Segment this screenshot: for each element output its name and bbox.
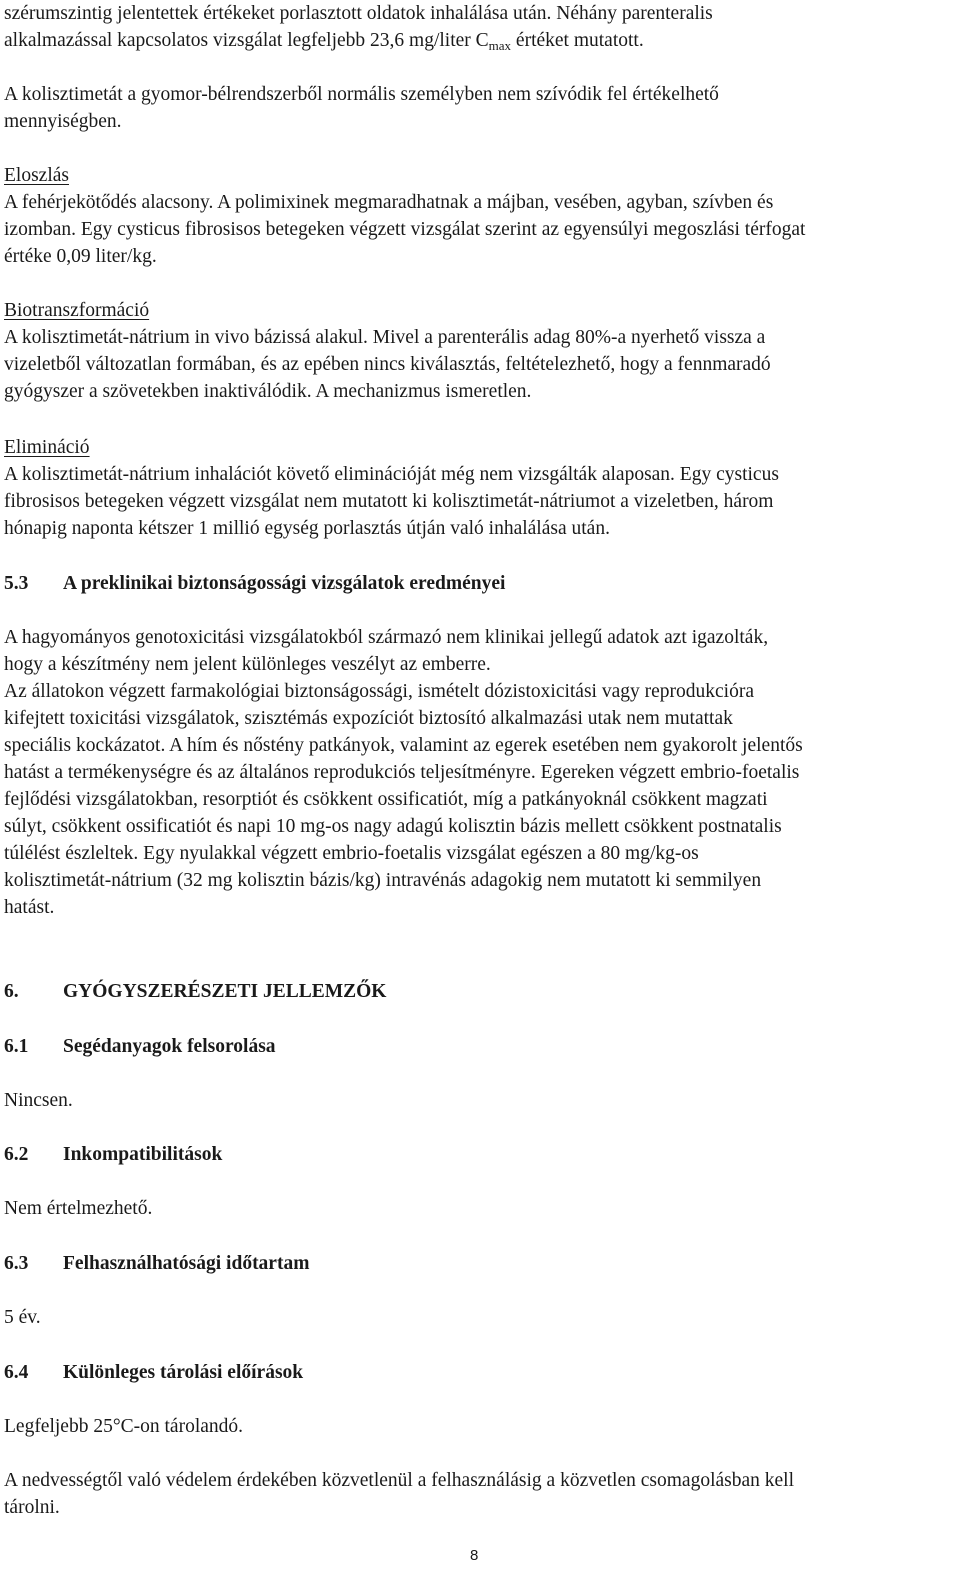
section-title: Inkompatibilitások [63, 1144, 223, 1165]
text-span: alkalmazással kapcsolatos vizsgálat legfeljebb 23,6 mg/liter C [4, 30, 489, 51]
body-text-line: fibrosisos betegeken végzett vizsgálat nem mutatott ki kolisztimetát-nátriumot a vizeletben, három [4, 491, 774, 512]
subscript-max: max [488, 38, 512, 53]
section-title: A preklinikai biztonságossági vizsgálatok eredményei [63, 573, 506, 594]
section-number: 5.3 [4, 573, 29, 594]
body-text-line: Az állatokon végzett farmakológiai biztonságossági, ismételt dózistoxicitási vagy reprodukcióra [4, 681, 754, 702]
body-text-line: Legfeljebb 25°C-on tárolandó. [4, 1416, 244, 1437]
section-title: Felhasználhatósági időtartam [63, 1253, 310, 1274]
body-text-line: hogy a készítmény nem jelent különleges veszélyt az emberre. [4, 654, 491, 675]
body-text-line: fejlődési vizsgálatokban, resorptiót és csökkent ossificatiót, míg a patkányoknál csökkent magzati [4, 789, 768, 810]
body-text-line: A nedvességtől való védelem érdekében közvetlenül a felhasználásig a közvetlen csomagolásban kell [4, 1470, 794, 1491]
body-text-line: mennyiségben. [4, 111, 122, 132]
subheading-biotranszformacio: Biotranszformáció [4, 300, 150, 321]
section-heading-6-2 [4, 1141, 222, 1168]
body-text-line: Nincsen. [4, 1090, 73, 1111]
subheading-eliminacio: Elimináció [4, 437, 90, 458]
body-text-line: hónapig naponta kétszer 1 millió egység porlasztás útján való inhalálása után. [4, 518, 610, 539]
body-text-line: speciális kockázatot. A hím és nőstény patkányok, valamint az egerek esetében nem gyakorolt jelentős [4, 735, 803, 756]
body-text-line: izomban. Egy cysticus fibrosisos betegeken végzett vizsgálat szerint az egyensúlyi megoszlási térfogat [4, 219, 806, 240]
section-number: 6.3 [4, 1253, 29, 1274]
body-text-line: gyógyszer a szövetekben inaktiválódik. A mechanizmus ismeretlen. [4, 381, 532, 402]
section-heading-6 [4, 978, 386, 1005]
body-text-line: A kolisztimetát a gyomor-bélrendszerből normális személyben nem szívódik fel értékelhető [4, 84, 719, 105]
body-text-line: kifejtett toxicitási vizsgálatok, szisztémás expozíciót biztosító alkalmazási utak nem mutattak [4, 708, 733, 729]
text-span: értéket mutatott. [511, 30, 644, 51]
body-text-line: A hagyományos genotoxicitási vizsgálatokból származó nem klinikai jellegű adatok azt igazolták, [4, 627, 769, 648]
section-number: 6. [4, 981, 19, 1002]
section-heading-5-3 [4, 570, 505, 597]
section-heading-6-3 [4, 1250, 309, 1277]
section-heading-6-4 [4, 1359, 303, 1386]
section-number: 6.1 [4, 1036, 29, 1057]
body-text-line: súlyt, csökkent ossificatiót és napi 10 mg-os nagy adagú kolisztin bázis mellett csökkent postnatalis [4, 816, 782, 837]
section-number: 6.2 [4, 1144, 29, 1165]
body-text-line: A fehérjekötődés alacsony. A polimixinek megmaradhatnak a májban, vesében, agyban, szívben és [4, 192, 774, 213]
section-number: 6.4 [4, 1362, 29, 1383]
body-text-line: A kolisztimetát-nátrium in vivo bázissá alakul. Mivel a parenterális adag 80%-a nyerhető vissza a [4, 327, 766, 348]
body-text-line: hatást. [4, 897, 55, 918]
body-text-line: kolisztimetát-nátrium (32 mg kolisztin bázis/kg) intravénás adagokig nem mutatott ki semmilyen [4, 870, 762, 891]
body-text-line: tárolni. [4, 1497, 60, 1518]
page-number: 8 [470, 1547, 479, 1564]
body-text-line: hatást a termékenységre és az általános reprodukciós teljesítményre. Egereken végzett embrio-foetalis [4, 762, 800, 783]
body-text-line: szérumszintig jelentettek értékeket porlasztott oldatok inhalálása után. Néhány parenteralis [4, 3, 713, 24]
body-text-line [4, 27, 644, 54]
section-title: Segédanyagok felsorolása [63, 1036, 276, 1057]
body-text-line: Nem értelmezhető. [4, 1198, 153, 1219]
body-text-line: 5 év. [4, 1307, 41, 1328]
section-title: Különleges tárolási előírások [63, 1362, 304, 1383]
subheading-eloszlas: Eloszlás [4, 165, 69, 186]
section-title: GYÓGYSZERÉSZETI JELLEMZŐK [63, 981, 387, 1002]
body-text-line: A kolisztimetát-nátrium inhalációt követő eliminációját még nem vizsgálták alaposan. Egy cysticus [4, 464, 779, 485]
body-text-line: vizeletből változatlan formában, és az epében nincs kiválasztás, feltételezhető, hogy a fennmaradó [4, 354, 771, 375]
body-text-line: értéke 0,09 liter/kg. [4, 246, 157, 267]
section-heading-6-1 [4, 1033, 276, 1060]
body-text-line: túlélést észleltek. Egy nyulakkal végzett embrio-foetalis vizsgálat egészen a 80 mg/kg-os [4, 843, 699, 864]
